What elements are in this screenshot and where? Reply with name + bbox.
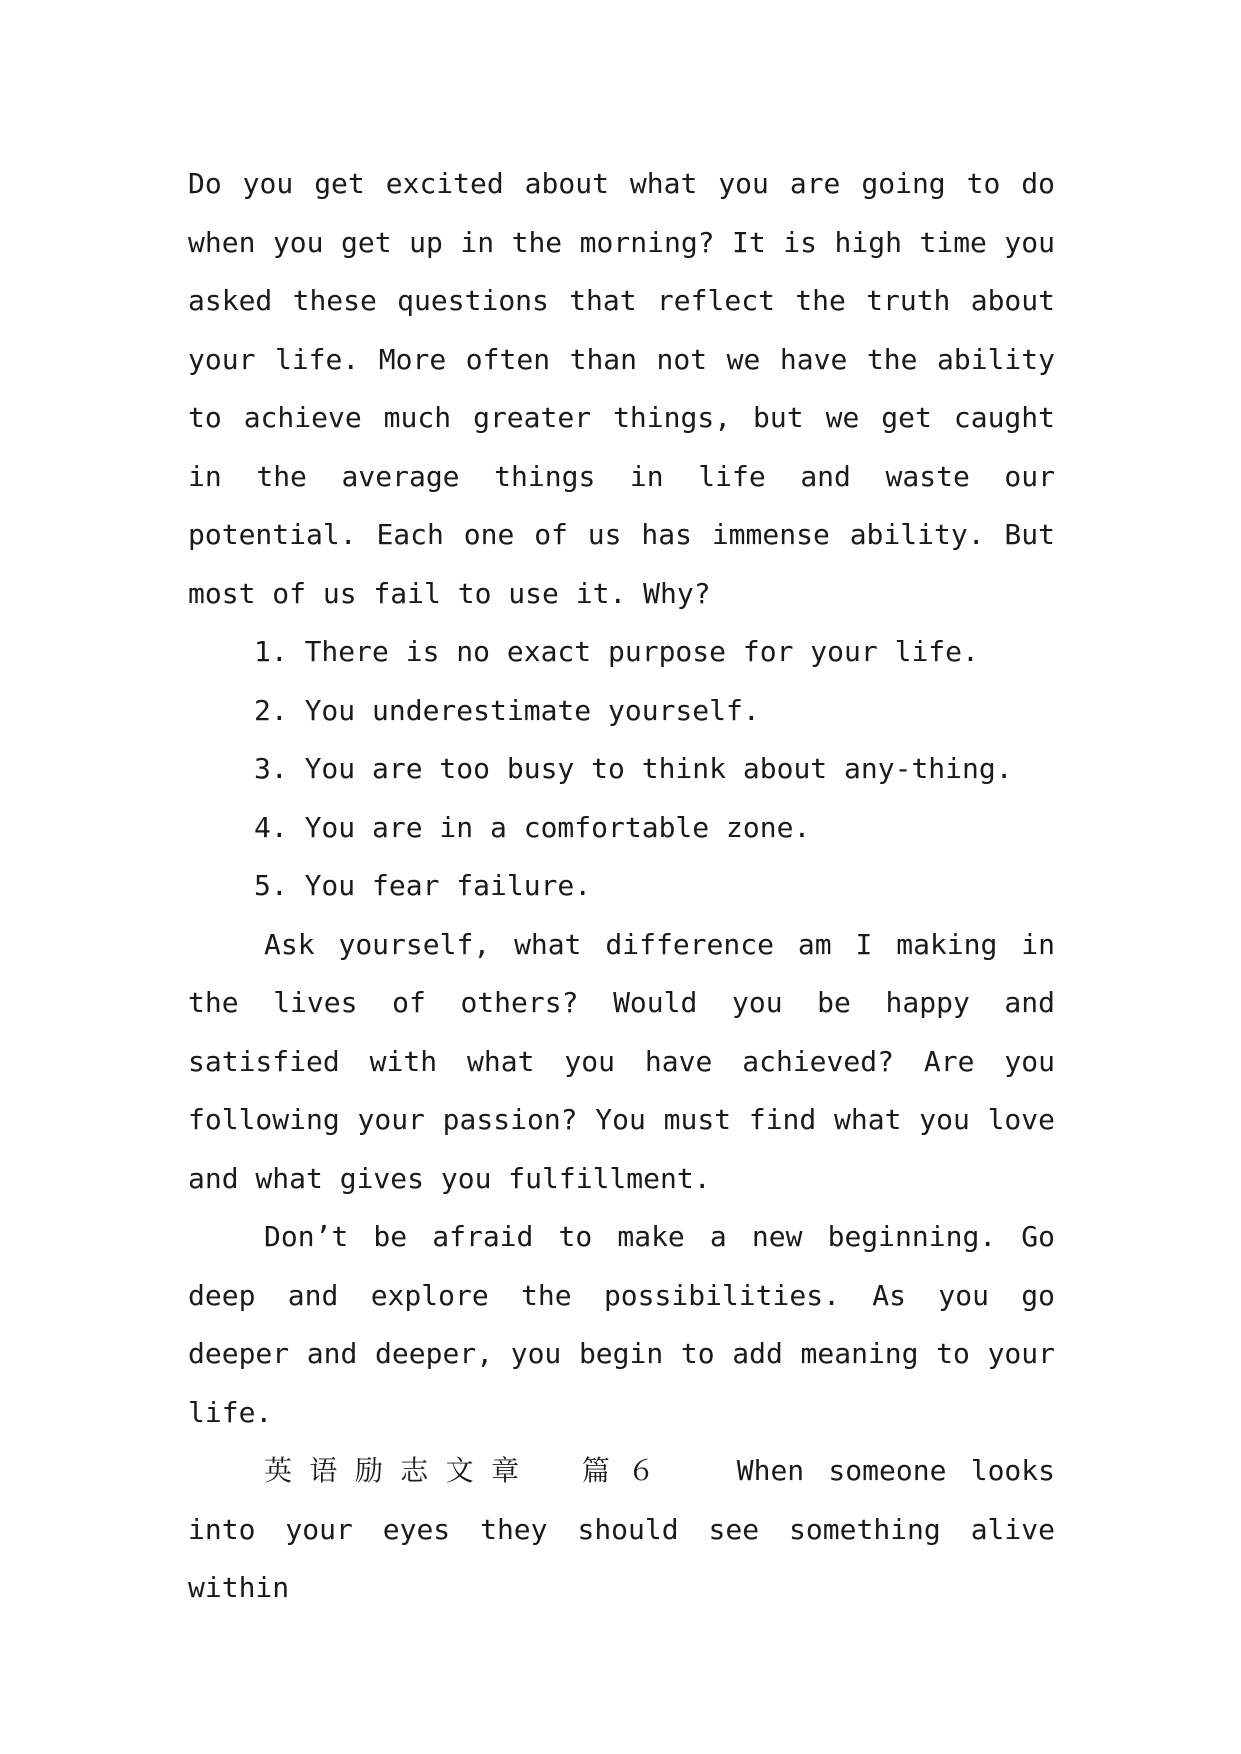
list-item: 2. You underestimate yourself. xyxy=(254,693,760,727)
paragraph-ask-yourself: Ask yourself, what difference am I making in the lives of others? Would you be happy and satisfied with what you have achieved? Are you following your passion? You must find what you love and what gives you fulfillment. xyxy=(188,927,1055,1195)
paragraph-intro: Do you get excited about what you are going to do when you get up in the morning? It is high time you asked these questions that reflect the truth about your life. More often than not we have the ability to achieve much greater things, but we get caught in the average things in life and waste our potential. Each one of us has immense ability. But most of us fail to use it. Why? xyxy=(188,167,1055,610)
list-item: 4. You are in a comfortable zone. xyxy=(254,810,811,844)
paragraph-section-6 xyxy=(188,1442,1055,1618)
paragraph-eyes: When someone looks into your eyes they should see something alive within xyxy=(188,1454,1055,1604)
reasons-list xyxy=(188,623,1055,916)
list-item: 1. There is no exact purpose for your life. xyxy=(254,635,979,668)
list-item: 3. You are too busy to think about any-thing. xyxy=(254,752,1013,785)
document-body xyxy=(188,155,1055,1618)
list-item: 5. You fear failure. xyxy=(254,869,592,902)
section-heading: 英语励志文章 篇６ xyxy=(264,1454,673,1487)
paragraph-new-beginning: Don’t be afraid to make a new beginning. Go deep and explore the possibilities. As you go deeper and deeper, you begin to add meaning to your life. xyxy=(188,1220,1055,1429)
